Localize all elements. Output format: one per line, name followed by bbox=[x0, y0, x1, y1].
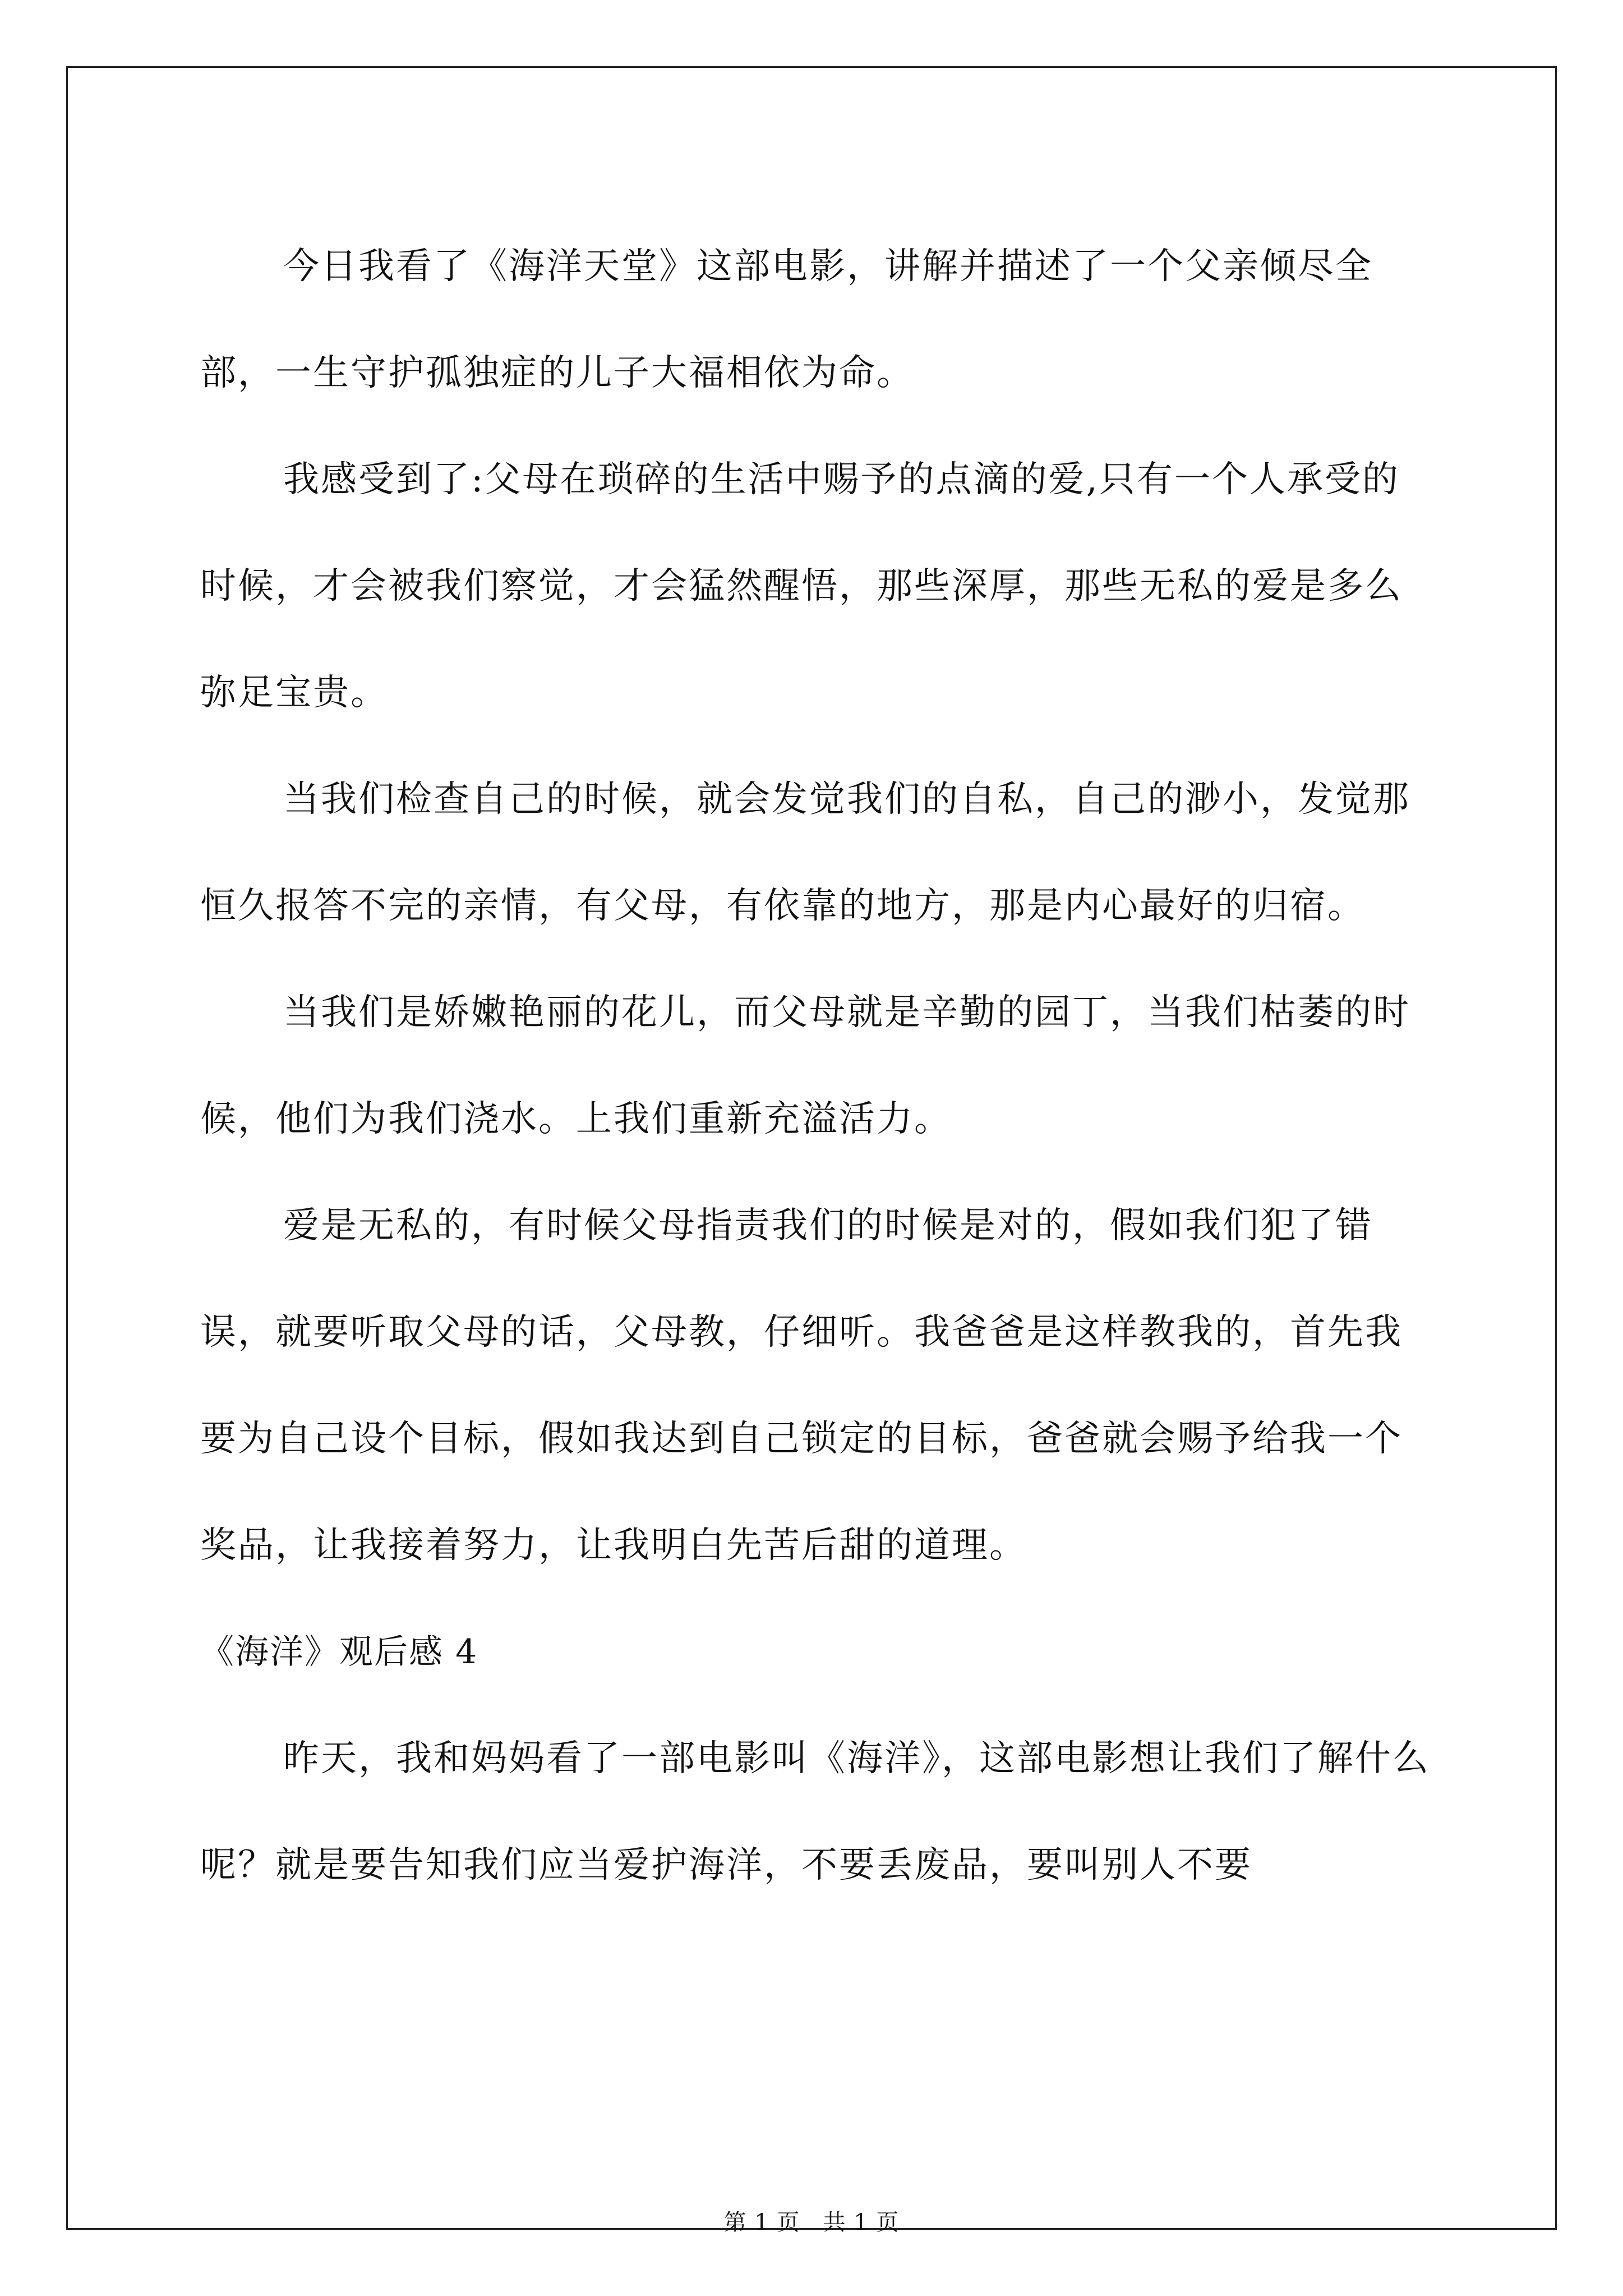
page-number-footer: 第 1 页 共 1 页 bbox=[723, 2210, 900, 2235]
paragraph-1: 今日我看了《海洋天堂》这部电影，讲解并描述了一个父亲倾尽全部，一生守护孤独症的儿子大福相依为命。 bbox=[200, 246, 1373, 394]
paragraph-3: 当我们检查自己的时候，就会发觉我们的自私，自己的渺小，发觉那恒久报答不完的亲情，有父母，有依靠的地方，那是内心最好的归宿。 bbox=[200, 779, 1410, 927]
paragraph-2: 我感受到了:父母在琐碎的生活中赐予的点滴的爱,只有一个人承受的时候，才会被我们察觉，才会猛然醒悟，那些深厚，那些无私的爱是多么弥足宝贵。 bbox=[200, 459, 1403, 714]
paragraph-6: 昨天，我和妈妈看了一部电影叫《海洋》，这部电影想让我们了解什么呢？就是要告知我们应当爱护海洋，不要丢废品，要叫别人不要 bbox=[200, 1738, 1430, 1886]
paragraph-5: 爱是无私的，有时候父母指责我们的时候是对的，假如我们犯了错误，就要听取父母的话，父母教，仔细听。我爸爸是这样教我的，首先我要为自己设个目标，假如我达到自己锁定的目标，爸爸就会赐予给我一个奖品，让我接着努力，让我明白先苦后甜的道理。 bbox=[200, 1205, 1403, 1566]
document-body bbox=[200, 213, 1430, 1918]
paragraph-4: 当我们是娇嫩艳丽的花儿，而父母就是辛勤的园丁，当我们枯萎的时候，他们为我们浇水。上我们重新充溢活力。 bbox=[200, 992, 1410, 1140]
section-heading: 《海洋》观后感 4 bbox=[200, 1632, 478, 1672]
